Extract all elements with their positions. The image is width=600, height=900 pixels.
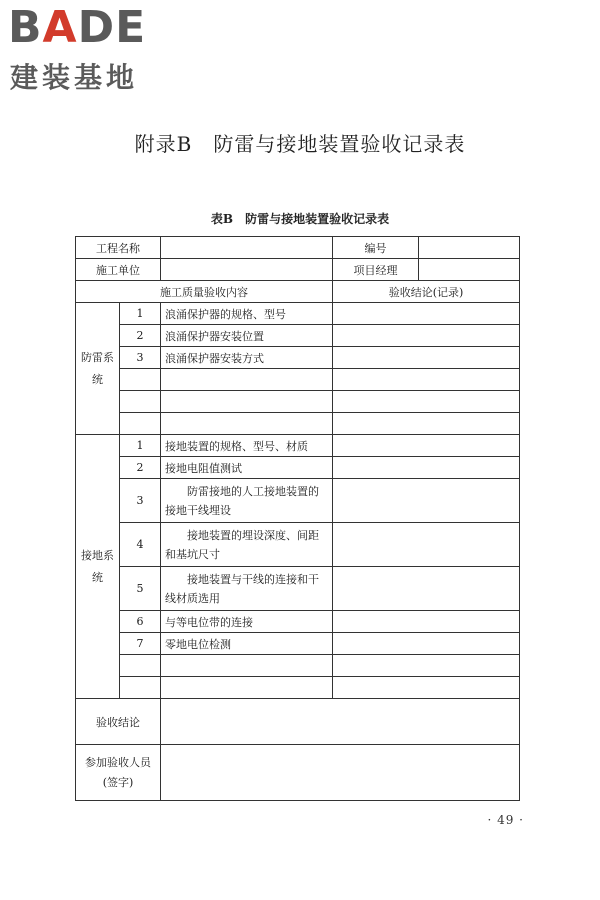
construction-unit-field[interactable] [161, 259, 333, 281]
inspection-record-table [75, 236, 520, 801]
project-manager-field[interactable] [419, 259, 520, 281]
project-name-label: 工程名称 [76, 237, 161, 259]
table-row [76, 413, 520, 435]
item-number: 1 [120, 435, 161, 457]
blank-number-cell [120, 369, 161, 391]
item-conclusion-field[interactable] [333, 435, 520, 457]
table-row [76, 611, 520, 633]
item-number: 2 [120, 457, 161, 479]
table-row [76, 479, 520, 523]
logo-letter-b: B [8, 2, 43, 53]
logo-wordmark [8, 2, 178, 54]
project-manager-label: 项目经理 [333, 259, 419, 281]
blank-conclusion-field[interactable] [333, 677, 520, 699]
item-conclusion-field[interactable] [333, 303, 520, 325]
table-row [76, 677, 520, 699]
column-header-conclusion: 验收结论(记录) [333, 281, 520, 303]
blank-number-cell [120, 677, 161, 699]
table-caption: 表B 防雷与接地装置验收记录表 [210, 212, 390, 226]
item-description: 浪涌保护器的规格、型号 [161, 303, 333, 325]
item-number: 4 [120, 523, 161, 567]
section-category: 接地系统 [76, 435, 120, 699]
page-number: · 49 · [487, 813, 524, 827]
item-description: 浪涌保护器安装位置 [161, 325, 333, 347]
table-row [76, 699, 520, 745]
item-description: 防雷接地的人工接地装置的接地干线埋设 [161, 479, 333, 523]
item-number: 2 [120, 325, 161, 347]
table-row [76, 567, 520, 611]
item-number: 1 [120, 303, 161, 325]
table-row [76, 457, 520, 479]
blank-conclusion-field[interactable] [333, 413, 520, 435]
item-conclusion-field[interactable] [333, 457, 520, 479]
item-number: 3 [120, 347, 161, 369]
item-conclusion-field[interactable] [333, 611, 520, 633]
project-name-field[interactable] [161, 237, 333, 259]
section-category: 防雷系统 [76, 303, 120, 435]
item-description: 浪涌保护器安装方式 [161, 347, 333, 369]
logo-subtitle: 建装基地 [10, 61, 139, 94]
item-description: 接地装置与干线的连接和干线材质选用 [161, 567, 333, 611]
table-row [76, 281, 520, 303]
table-row [76, 523, 520, 567]
blank-conclusion-field[interactable] [333, 391, 520, 413]
logo-letters-de: DE [77, 2, 147, 53]
item-conclusion-field[interactable] [333, 633, 520, 655]
number-field[interactable] [419, 237, 520, 259]
item-conclusion-field[interactable] [333, 325, 520, 347]
table-row [76, 391, 520, 413]
acceptance-conclusion-field[interactable] [161, 699, 520, 745]
item-conclusion-field[interactable] [333, 479, 520, 523]
item-conclusion-field[interactable] [333, 567, 520, 611]
brand-logo [8, 2, 178, 92]
number-label: 编号 [333, 237, 419, 259]
item-description: 零地电位检测 [161, 633, 333, 655]
blank-conclusion-field[interactable] [333, 655, 520, 677]
blank-description-cell[interactable] [161, 677, 333, 699]
table-row [76, 633, 520, 655]
item-number: 7 [120, 633, 161, 655]
item-number: 6 [120, 611, 161, 633]
item-description: 与等电位带的连接 [161, 611, 333, 633]
column-header-content: 施工质量验收内容 [76, 281, 333, 303]
table-row [76, 655, 520, 677]
table-row [76, 369, 520, 391]
participants-label-cell [76, 745, 161, 801]
table-row [76, 325, 520, 347]
blank-description-cell[interactable] [161, 391, 333, 413]
item-number: 3 [120, 479, 161, 523]
table-row [76, 347, 520, 369]
item-description: 接地装置的规格、型号、材质 [161, 435, 333, 457]
construction-unit-label: 施工单位 [76, 259, 161, 281]
table-row [76, 259, 520, 281]
item-conclusion-field[interactable] [333, 347, 520, 369]
blank-number-cell [120, 655, 161, 677]
acceptance-conclusion-label: 验收结论 [76, 699, 161, 745]
page-title: 附录B 防雷与接地装置验收记录表 [134, 132, 466, 156]
item-description: 接地装置的埋设深度、间距和基坑尺寸 [161, 523, 333, 567]
blank-description-cell[interactable] [161, 655, 333, 677]
table-row [76, 435, 520, 457]
blank-description-cell[interactable] [161, 413, 333, 435]
logo-letter-a: A [42, 2, 78, 53]
blank-description-cell[interactable] [161, 369, 333, 391]
table-row [76, 237, 520, 259]
blank-number-cell [120, 391, 161, 413]
item-conclusion-field[interactable] [333, 523, 520, 567]
table-row [76, 745, 520, 801]
blank-number-cell [120, 413, 161, 435]
signature-label: (签字) [102, 775, 134, 789]
item-number: 5 [120, 567, 161, 611]
item-description: 接地电阻值测试 [161, 457, 333, 479]
blank-conclusion-field[interactable] [333, 369, 520, 391]
participants-label: 参加验收人员 [85, 755, 151, 769]
participants-signature-field[interactable] [161, 745, 520, 801]
table-row [76, 303, 520, 325]
